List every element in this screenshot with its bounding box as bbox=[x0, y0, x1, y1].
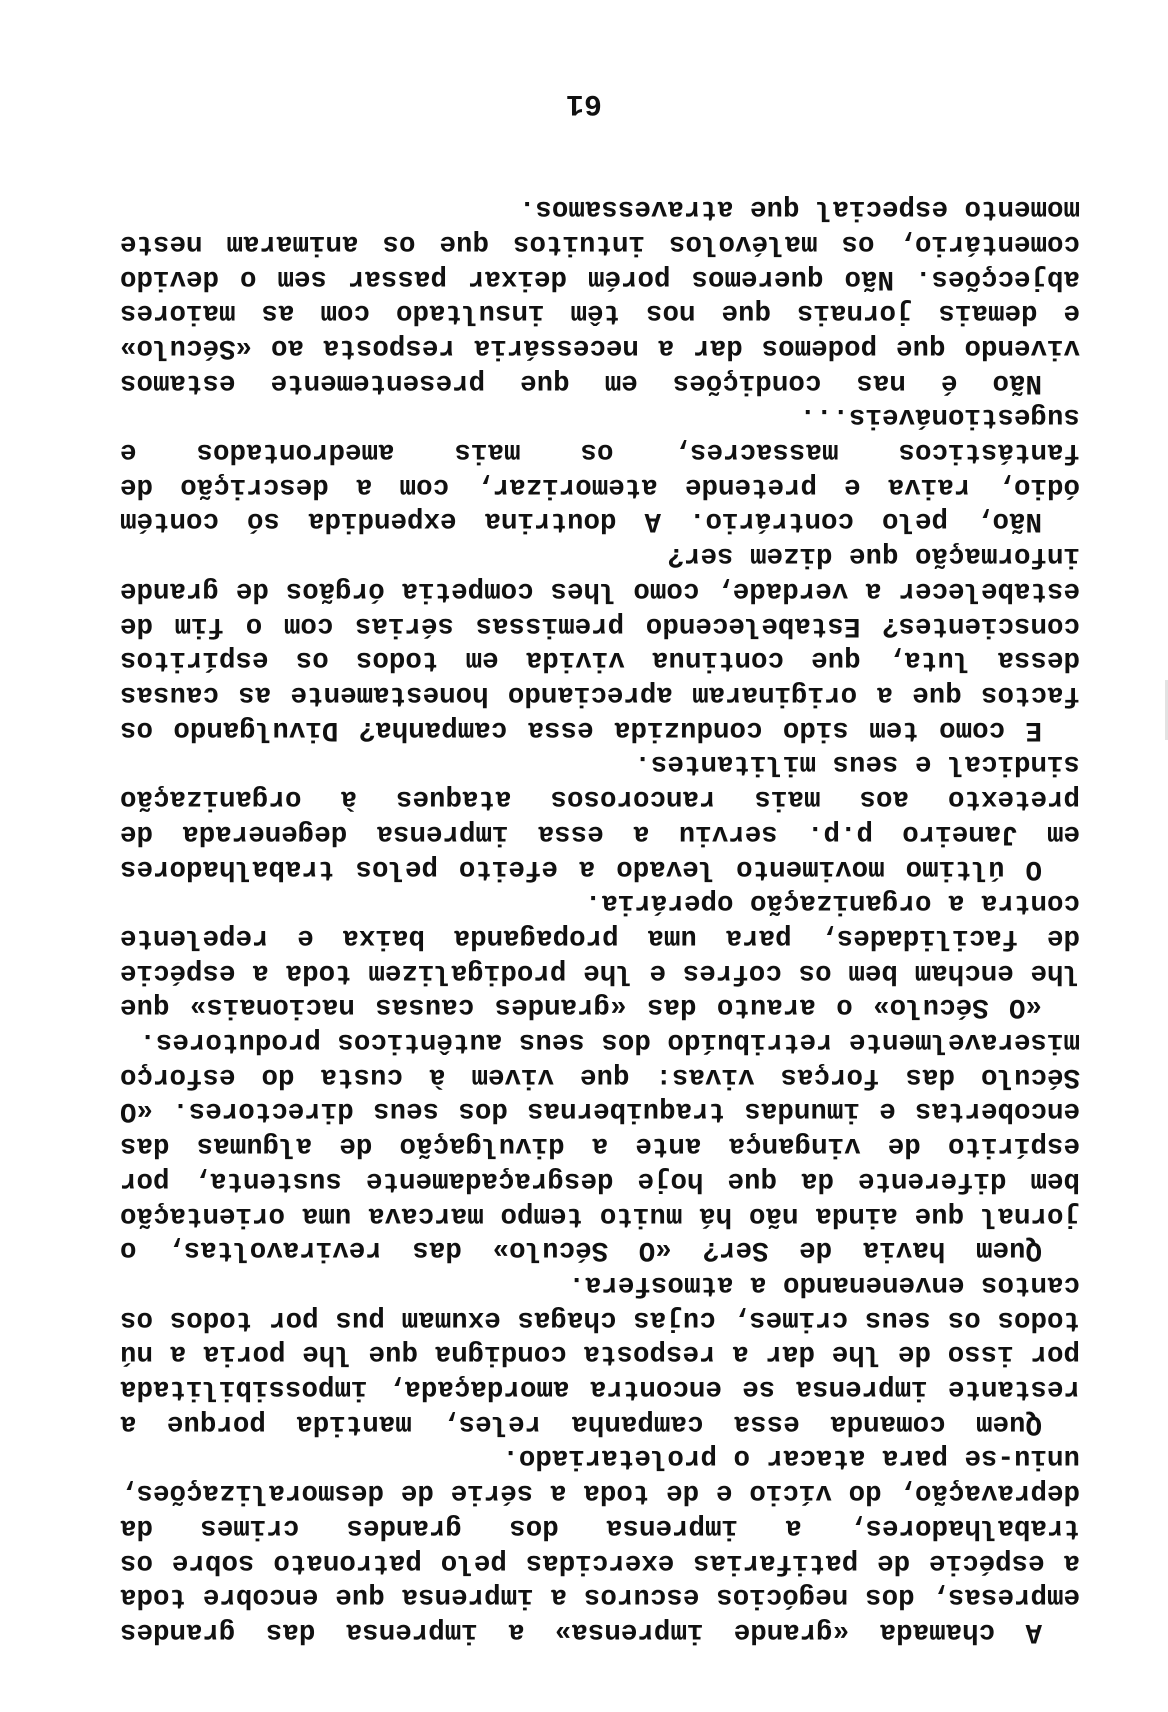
paragraph: «O Século» o arauto das «grandes causas nacionais» que lhe encham bem os cofres e lhe prodigalizem toda a espécie de facilidades, para uma propaganda baixa e repelente contra a organização operária. bbox=[120, 887, 1080, 1023]
paragraph: O último movimento levado a efeito pelos trabalhadores em Janeiro p.p. serviu a essa imprensa degenerada de pretexto aos mais rancorosos ataques à organização sindical e seus militantes. bbox=[120, 748, 1080, 884]
paragraph: A chamada «grande imprensa» a imprensa das grandes empresas, dos negócios escuros a imprensa que encobre toda a espécie de patifarias exercidas pelo patronato sobre os trabalhadores, a imprensa dos grandes crimes da depravação, do vício e de toda a série de desmoralizações, uniu-se para atacar o proletariado. bbox=[120, 1442, 1080, 1647]
paragraph: E como tem sido conduzida essa campanha? Divulgando os factos que a originaram apreciando honestamente as causas dessa luta, que continua vivida em todos os espíritos conscientes? Estabelecendo premissas sérias com o fim de estabelecer a verdade, como lhes competia órgãos de grande informação que dizem ser? bbox=[120, 540, 1080, 745]
page-number: 61 bbox=[566, 86, 603, 120]
paragraph: Quem havia de Ser? «O Século» das reviravoltas, o jornal que ainda não há muito tempo marcava uma orientação bem diferente da que hoje desgraçadamente sustenta, por espírito de vingança ante a divulgação de algumas das encobertas e imundas traquibernas dos seus directores. «O Século das forças vivas: que vivem à custa do esforço miseravelmente retribuído dos seus autênticos produtores. bbox=[120, 1026, 1080, 1266]
paragraph: Não, pelo contrário. A doutrina expendida só contém ódio, raiva e pretende atemorizar, com a descrição de fantásticos massacres, os mais amedrontados e sugestionáveis... bbox=[120, 401, 1080, 537]
body-text bbox=[120, 190, 1080, 1648]
paragraph: Não é nas condições em que presentemente estamos vivendo que podemos dar a necessária resposta ao «Século» e demais jornais que nos têm insultado com as maiores abjecções. Não queremos porém deixar passar sem o devido comentário, os malévolos intuitos que os animaram neste momento especial que atravessamos. bbox=[120, 193, 1080, 398]
paragraph: Quem comanda essa campanha reles, mantida porque a restante imprensa se encontra amordaçada, impossibilitada por isso de lhe dar a resposta condigna que lhe poria a nú todos os seus crimes, cujas chagas exumam pus por todos os cantos envenenando a atmosfera. bbox=[120, 1268, 1080, 1439]
